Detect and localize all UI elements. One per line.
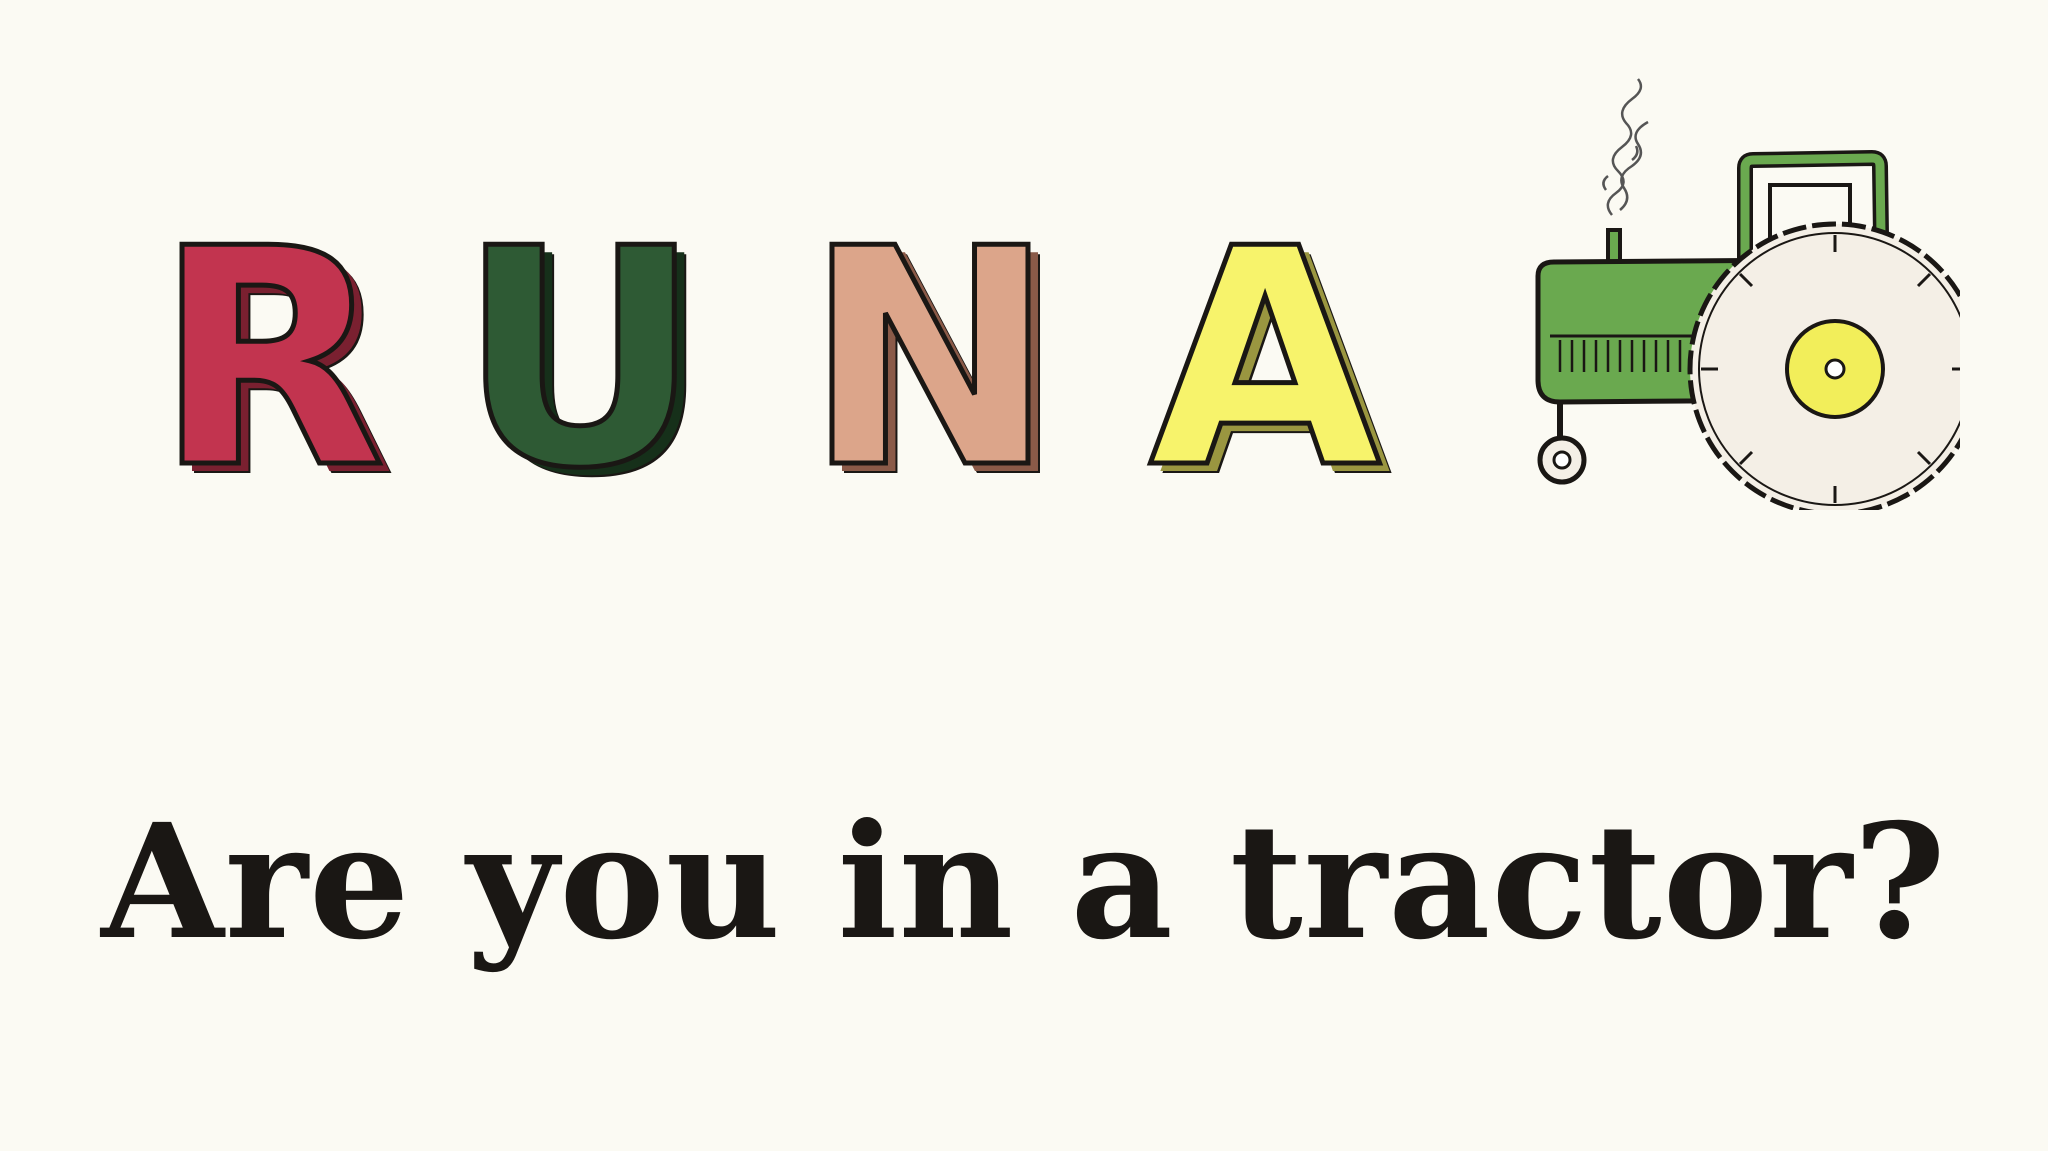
smoke-icon [1603,79,1648,215]
title-letter-u: U [458,185,702,534]
title-letter-a: A [1148,185,1382,534]
headline: Are you in a tractor? [101,790,1947,975]
title-letter-r: R [154,185,386,534]
tractor-icon [1520,40,1960,510]
title-letter-n: N [804,185,1056,534]
